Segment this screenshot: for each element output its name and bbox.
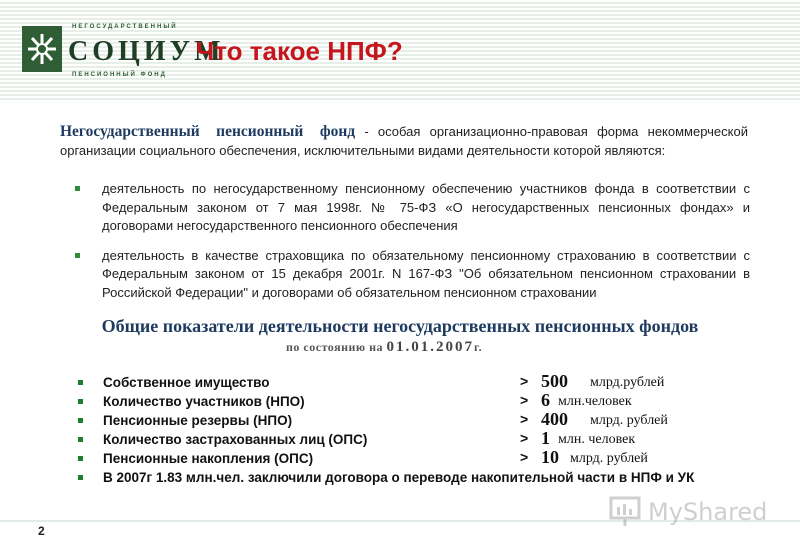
watermark-text: MyShared xyxy=(648,498,768,526)
bullet-square-icon xyxy=(75,253,80,258)
activity-text: деятельность по негосударственному пенсионному обеспечению участников фонда в соответствии с Федеральным законом от 7 мая 1998г. № 75-ФЗ «О негосударственных пенсионных фондах» и договорами негосударственного пенсионного обеспечения xyxy=(102,181,750,233)
stats-date-value: 01.01.2007 xyxy=(386,339,474,355)
stat-row xyxy=(78,409,778,431)
logo-bottom-text: ПЕНСИОННЫЙ ФОНД xyxy=(72,72,167,78)
stats-date-prefix: по состоянию на xyxy=(286,340,383,354)
stats-date-suffix: г. xyxy=(473,340,483,354)
stat-unit: млрд. рублей xyxy=(590,413,668,428)
stats-list xyxy=(78,371,778,488)
bullet-square-icon xyxy=(75,186,80,191)
stats-date xyxy=(286,339,482,356)
intro-text: - особая организационно-правовая форма некоммерческой организации социального обеспечения, исключительными видами деятельности которой являются: xyxy=(60,124,748,158)
stat-row xyxy=(78,447,778,469)
stat-label: Пенсионные резервы (НПО) xyxy=(103,413,293,428)
logo-top-text: НЕГОСУДАРСТВЕННЫЙ xyxy=(72,24,178,30)
stat-unit: млн. человек xyxy=(558,432,636,447)
chevron-right-icon: ˃ xyxy=(520,411,529,427)
stat-note: В 2007г 1.83 млн.чел. заключили договора о переводе накопительной части в НПФ и УК xyxy=(103,470,695,485)
stat-note-row xyxy=(78,469,778,488)
intro-paragraph xyxy=(60,122,748,160)
activity-item xyxy=(72,180,750,236)
stat-label: Собственное имущество xyxy=(103,375,270,390)
activity-item xyxy=(72,247,750,303)
bullet-square-icon xyxy=(78,475,83,480)
intro-term: Негосударственный пенсионный фонд xyxy=(60,123,356,140)
stat-row xyxy=(78,428,778,450)
stat-value: 10 xyxy=(541,447,559,467)
stat-unit: млрд. рублей xyxy=(570,451,648,466)
stat-value: 6 xyxy=(541,390,550,410)
bullet-square-icon xyxy=(78,456,83,461)
stat-value: 500 xyxy=(541,371,568,391)
stat-label: Пенсионные накопления (ОПС) xyxy=(103,451,314,466)
stats-title: Общие показатели деятельности негосударственных пенсионных фондов xyxy=(101,316,699,336)
chevron-right-icon: ˃ xyxy=(520,392,529,408)
page-number: 2 xyxy=(38,524,45,538)
slide-title: Что такое НПФ? xyxy=(196,36,403,66)
stat-label: Количество участников (НПО) xyxy=(103,394,305,409)
watermark xyxy=(608,494,778,528)
presentation-icon xyxy=(608,494,642,528)
stat-value: 400 xyxy=(541,409,568,429)
stat-row xyxy=(78,390,778,412)
activity-text: деятельность в качестве страховщика по обязательному пенсионному страхованию в соответствии с Федеральным законом от 15 декабря 2001г. N 167-ФЗ "Об обязательном пенсионном страховании в Российской Федерации" и договорами об обязательном пенсионном страховании xyxy=(102,247,750,300)
stat-unit: млрд.рублей xyxy=(590,375,665,390)
bullet-square-icon xyxy=(78,399,83,404)
bullet-square-icon xyxy=(78,380,83,385)
bullet-square-icon xyxy=(78,418,83,423)
chevron-right-icon: ˃ xyxy=(520,430,529,446)
chevron-right-icon: ˃ xyxy=(520,449,529,465)
stat-label: Количество застрахованных лиц (ОПС) xyxy=(103,432,368,447)
bullet-square-icon xyxy=(78,437,83,442)
logo-name: СОЦИУМ xyxy=(68,36,225,67)
stat-value: 1 xyxy=(541,428,550,448)
logo-mark-icon xyxy=(22,26,62,72)
activities-list xyxy=(72,180,750,302)
socium-logo xyxy=(22,22,225,80)
stat-row xyxy=(78,371,778,393)
chevron-right-icon: ˃ xyxy=(520,373,529,389)
stat-unit: млн.человек xyxy=(558,394,632,409)
